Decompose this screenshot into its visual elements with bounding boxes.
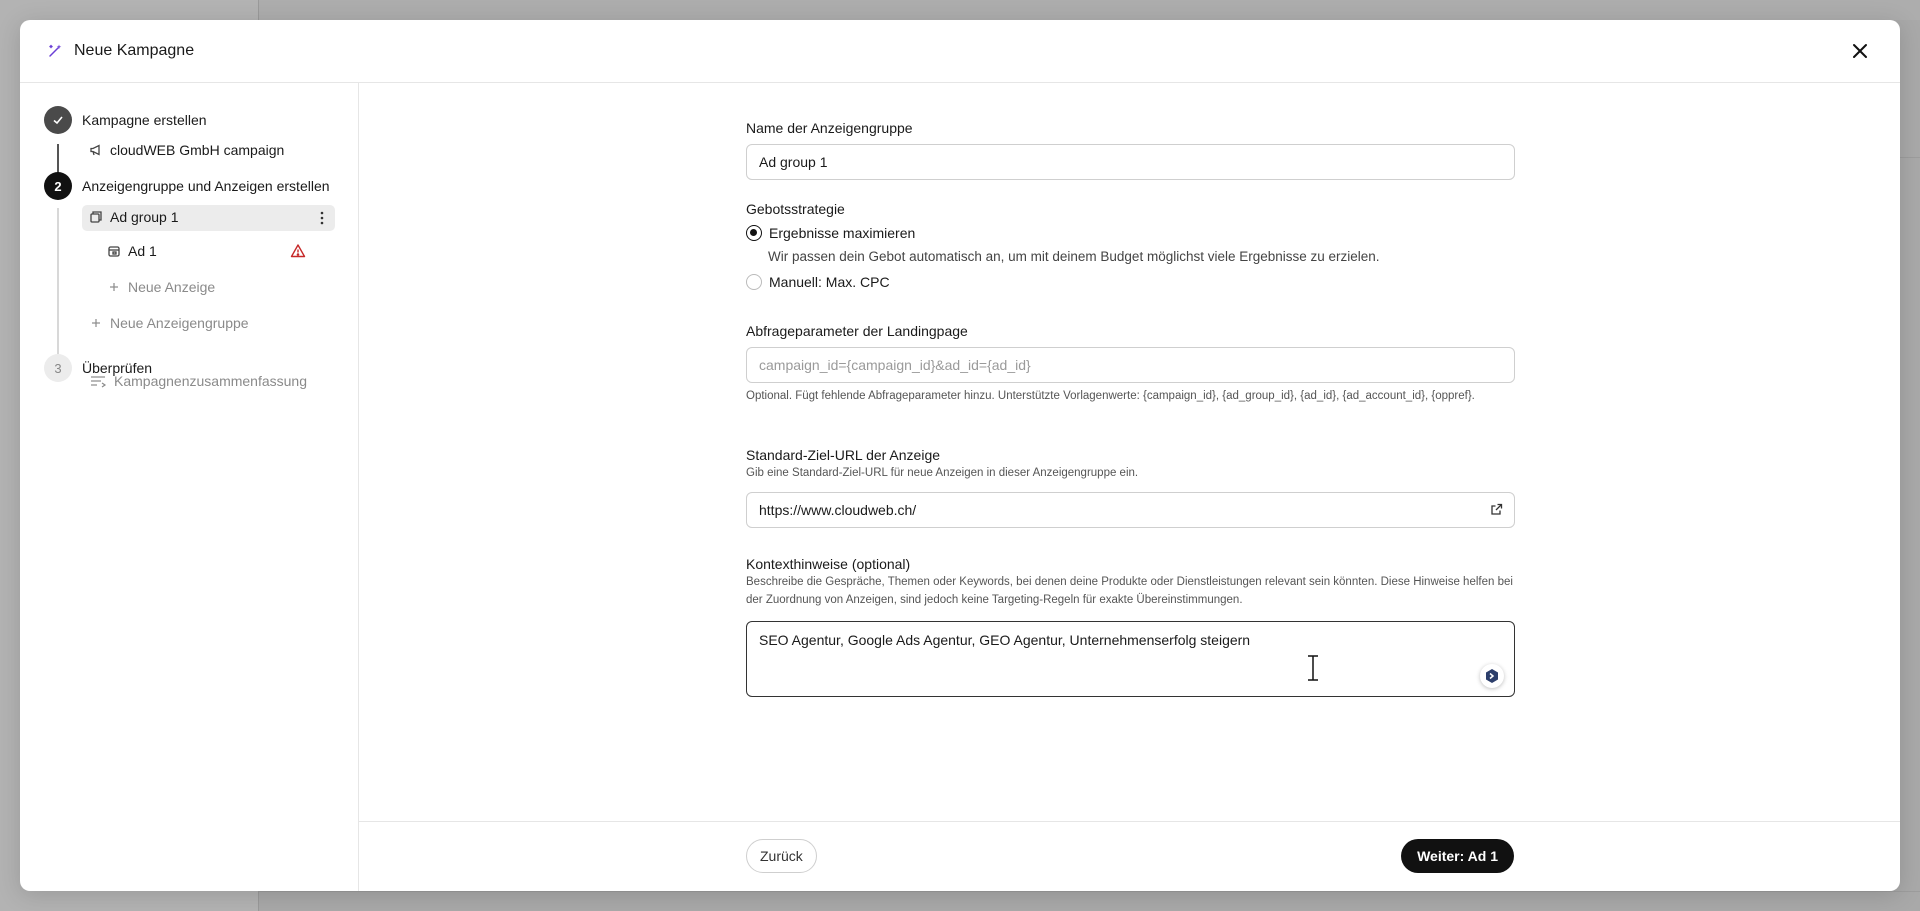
close-icon[interactable] [1848,39,1872,63]
default-url-value: https://www.cloudweb.ch/ [759,502,917,518]
context-textarea[interactable] [746,621,1515,697]
summary-item[interactable] [88,373,307,389]
bidding-option-maximize-description: Wir passen dein Gebot automatisch an, um mit deinem Budget möglichst viele Ergebnisse zu erzielen. [768,249,1380,264]
default-url-help: Gib eine Standard-Ziel-URL für neue Anzeigen in dieser Anzeigengruppe ein. [746,467,1139,479]
step-label: Anzeigengruppe und Anzeigen erstellen [82,178,330,194]
adgroup-name-label: Name der Anzeigengruppe [746,120,913,136]
bidding-option-manual-label: Manuell: Max. CPC [769,274,890,290]
warning-icon [290,243,306,259]
ad-item[interactable] [106,243,157,259]
step-label: Überprüfen [82,360,153,376]
bidding-option-maximize-label: Ergebnisse maximieren [769,225,916,241]
query-params-input[interactable]: campaign_id={campaign_id}&ad_id={ad_id} [746,347,1515,383]
step-create-campaign[interactable] [44,106,207,134]
campaign-item[interactable] [88,142,284,158]
bidding-option-maximize[interactable] [746,225,1515,241]
wand-icon [46,42,64,60]
step-label: Kampagne erstellen [82,112,207,128]
radio-unchecked[interactable] [746,274,762,290]
bidding-option-manual[interactable] [746,274,1515,290]
step-number: 2 [44,172,72,200]
new-campaign-modal [20,20,1900,891]
context-label: Kontexthinweise (optional) [746,556,911,572]
new-ad-link[interactable] [106,279,215,295]
stepper-panel [20,83,359,891]
back-button[interactable]: Zurück [746,839,817,873]
modal-footer [359,821,1900,891]
default-url-label: Standard-Ziel-URL der Anzeige [746,447,941,463]
next-button[interactable]: Weiter: Ad 1 [1401,839,1514,873]
default-url-input[interactable] [746,492,1515,528]
plus-icon [106,279,122,295]
summary-icon [88,373,108,389]
modal-header [20,20,1900,83]
adgroup-name-input[interactable]: Ad group 1 [746,144,1515,180]
text-cursor-icon [1307,655,1319,679]
new-ad-label: Neue Anzeige [128,279,216,295]
default-url-section [746,447,1515,528]
more-vertical-icon[interactable] [313,209,331,227]
ad-icon [106,243,122,259]
new-adgroup-label: Neue Anzeigengruppe [110,315,249,331]
context-help: Beschreibe die Gespräche, Themen oder Keywords, bei denen deine Produkte oder Dienstleistungen relevant sein könnten. Diese Hinweise helfen bei der Zuordnung von Anzeigen, sind jedoch keine Targeting-Regeln für exakte Übereinstimmungen. [746,576,1513,606]
summary-label: Kampagnenzusammenfassung [114,373,308,389]
bidding-label: Gebotsstrategie [746,201,845,217]
adgroup-item-label: Ad group 1 [110,209,179,225]
radio-checked[interactable] [746,225,762,241]
ad-item-label: Ad 1 [128,243,157,259]
megaphone-icon [88,142,104,158]
background-divider-bottom [259,891,1920,892]
context-section [746,556,1515,697]
campaign-item-label: cloudWEB GmbH campaign [110,142,285,158]
background-topbar [259,0,1920,20]
step-connector [57,208,59,354]
check-icon [44,106,72,134]
step-create-adgroup[interactable] [44,172,330,200]
adgroup-name-section [746,120,1515,180]
plus-icon [88,315,104,331]
external-link-icon[interactable] [1490,503,1504,517]
query-params-help: Optional. Fügt fehlende Abfrageparameter hinzu. Unterstützte Vorlagenwerte: {campaign_id}, {ad_group_id}, {ad_id}, {ad_account_id}, {oppref}. [746,390,1475,402]
bidding-section [746,201,1515,290]
query-params-label: Abfrageparameter der Landingpage [746,323,968,339]
ai-assist-icon[interactable] [1480,664,1504,688]
query-params-section [746,323,1515,405]
context-value: SEO Agentur, Google Ads Agentur, GEO Agentur, Unternehmenserfolg steigern [759,632,1251,648]
form-panel [359,83,1900,891]
step-number: 3 [44,354,72,382]
adgroup-item[interactable] [88,209,179,225]
modal-title: Neue Kampagne [74,42,195,59]
new-adgroup-link[interactable] [88,315,249,331]
ad-group-icon [88,209,104,225]
